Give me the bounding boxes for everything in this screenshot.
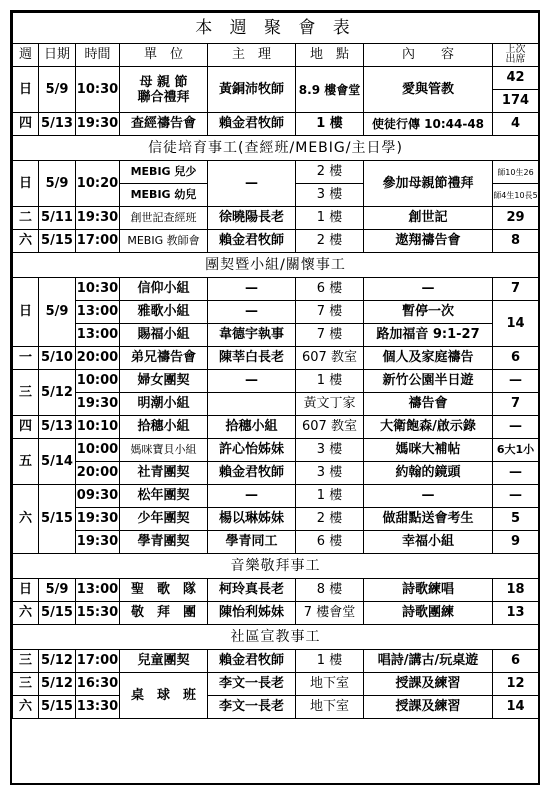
content-cell: 大衛飽森/啟示錄 (364, 416, 493, 439)
attendance-cell: 8 (493, 230, 539, 253)
host-cell: 學青同工 (208, 531, 296, 554)
date-cell: 5/15 (39, 696, 76, 719)
table-row (13, 207, 539, 230)
day-cell: 六 (13, 696, 39, 719)
table-row (13, 579, 539, 602)
host-cell: 李文一長老 (208, 673, 296, 696)
attendance-cell: 42 (493, 67, 539, 90)
table-row (13, 531, 539, 554)
day-cell: 六 (13, 602, 39, 625)
day-cell: 六 (13, 485, 39, 554)
host-cell: — (208, 485, 296, 508)
host-cell: 黃銅沛牧師 (208, 67, 296, 113)
content-cell: 授課及練習 (364, 673, 493, 696)
day-cell: 五 (13, 439, 39, 485)
place-cell: 2 樓 (296, 161, 364, 184)
host-cell: 賴金君牧師 (208, 650, 296, 673)
unit-cell: 聖 歌 隊 (120, 579, 208, 602)
table-row (13, 508, 539, 531)
host-cell: 柯玲真長老 (208, 579, 296, 602)
attendance-cell: — (493, 370, 539, 393)
table-row (13, 696, 539, 719)
time-cell: 13:00 (76, 579, 120, 602)
meeting-schedule (10, 10, 540, 785)
time-cell: 10:30 (76, 67, 120, 113)
host-cell: 陳莘白長老 (208, 347, 296, 370)
time-cell: 13:00 (76, 324, 120, 347)
attendance-cell: 14 (493, 301, 539, 347)
unit-cell: 信仰小組 (120, 278, 208, 301)
unit-cell: MEBIG 兒少 (120, 161, 208, 184)
table-row (13, 301, 539, 324)
date-cell: 5/10 (39, 347, 76, 370)
place-cell: 1 樓 (296, 485, 364, 508)
table-row (13, 113, 539, 136)
unit-cell: 雅歌小組 (120, 301, 208, 324)
unit-cell: MEBIG 幼兒 (120, 184, 208, 207)
day-cell: 日 (13, 278, 39, 347)
header-content: 內 容 (364, 44, 493, 67)
time-cell: 10:10 (76, 416, 120, 439)
table-row (13, 650, 539, 673)
place-cell: 6 樓 (296, 278, 364, 301)
content-cell: — (364, 485, 493, 508)
attendance-cell: 6 (493, 347, 539, 370)
table-row (13, 485, 539, 508)
attendance-cell: 4 (493, 113, 539, 136)
date-cell: 5/9 (39, 278, 76, 347)
place-cell: 8.9 樓會堂 (296, 67, 364, 113)
unit-cell: 桌 球 班 (120, 673, 208, 719)
table-row (13, 393, 539, 416)
content-cell: 參加母親節禮拜 (364, 161, 493, 207)
place-cell: 1 樓 (296, 370, 364, 393)
date-cell: 5/9 (39, 161, 76, 207)
content-cell: 個人及家庭禱告 (364, 347, 493, 370)
host-cell: 賴金君牧師 (208, 113, 296, 136)
content-cell: 授課及練習 (364, 696, 493, 719)
host-cell: — (208, 278, 296, 301)
content-cell: 遨翔禱告會 (364, 230, 493, 253)
table-row (13, 673, 539, 696)
attendance-cell: 5 (493, 508, 539, 531)
host-cell: — (208, 370, 296, 393)
time-cell: 19:30 (76, 531, 120, 554)
unit-cell: 媽咪寶貝小組 (120, 439, 208, 462)
time-cell: 19:30 (76, 207, 120, 230)
header-unit: 單 位 (120, 44, 208, 67)
place-cell: 1 樓 (296, 650, 364, 673)
table-row (13, 67, 539, 90)
content-cell: 新竹公園半日遊 (364, 370, 493, 393)
header-host: 主 理 (208, 44, 296, 67)
unit-cell: 松年團契 (120, 485, 208, 508)
time-cell: 13:00 (76, 301, 120, 324)
place-cell: 2 樓 (296, 230, 364, 253)
date-cell: 5/12 (39, 370, 76, 416)
date-cell: 5/9 (39, 579, 76, 602)
date-cell: 5/9 (39, 67, 76, 113)
host-cell: 韋德宇執事 (208, 324, 296, 347)
day-cell: 三 (13, 673, 39, 696)
day-cell: 六 (13, 230, 39, 253)
place-cell: 地下室 (296, 673, 364, 696)
table-row (13, 439, 539, 462)
day-cell: 二 (13, 207, 39, 230)
content-cell: 使徒行傳 10:44-48 (364, 113, 493, 136)
table-row (13, 230, 539, 253)
place-cell: 地下室 (296, 696, 364, 719)
content-cell: 詩歌練唱 (364, 579, 493, 602)
day-cell: 四 (13, 113, 39, 136)
attendance-cell: 18 (493, 579, 539, 602)
date-cell: 5/14 (39, 439, 76, 485)
header-time: 時間 (76, 44, 120, 67)
content-cell: — (364, 278, 493, 301)
unit-cell: 少年團契 (120, 508, 208, 531)
date-cell: 5/15 (39, 485, 76, 554)
day-cell: 日 (13, 67, 39, 113)
time-cell: 10:00 (76, 439, 120, 462)
place-cell: 黃文丁家 (296, 393, 364, 416)
table-row (13, 278, 539, 301)
unit-cell: 查經禱告會 (120, 113, 208, 136)
time-cell: 20:00 (76, 347, 120, 370)
table-row (13, 462, 539, 485)
unit-cell: 創世記查經班 (120, 207, 208, 230)
place-cell: 8 樓 (296, 579, 364, 602)
time-cell: 19:30 (76, 393, 120, 416)
header-day: 週 (13, 44, 39, 67)
header-last-attendance: 上次 出席 (493, 44, 539, 67)
attendance-cell: 174 (493, 90, 539, 113)
day-cell: 四 (13, 416, 39, 439)
table-row (13, 602, 539, 625)
attendance-cell: — (493, 485, 539, 508)
place-cell: 3 樓 (296, 184, 364, 207)
attendance-cell: 6大1小 (493, 439, 539, 462)
header-date: 日期 (39, 44, 76, 67)
host-cell: 拾穗小組 (208, 416, 296, 439)
section-title: 團契暨小組/關懷事工 (13, 253, 539, 278)
section-title: 音樂敬拜事工 (13, 554, 539, 579)
host-cell: 賴金君牧師 (208, 462, 296, 485)
place-cell: 1 樓 (296, 113, 364, 136)
content-cell: 幸福小組 (364, 531, 493, 554)
date-cell: 5/12 (39, 650, 76, 673)
table-row (13, 161, 539, 184)
day-cell: 三 (13, 650, 39, 673)
date-cell: 5/15 (39, 230, 76, 253)
content-cell: 約翰的鏡頭 (364, 462, 493, 485)
date-cell: 5/15 (39, 602, 76, 625)
host-cell: 陳怡利姊妹 (208, 602, 296, 625)
unit-cell: 學青團契 (120, 531, 208, 554)
place-cell: 607 教室 (296, 416, 364, 439)
place-cell: 2 樓 (296, 508, 364, 531)
schedule-table (12, 12, 539, 719)
host-cell: — (208, 161, 296, 207)
attendance-cell: 29 (493, 207, 539, 230)
unit-cell: 拾穗小組 (120, 416, 208, 439)
place-cell: 3 樓 (296, 462, 364, 485)
section-title: 社區宣教事工 (13, 625, 539, 650)
content-cell: 暫停一次 (364, 301, 493, 324)
table-row (13, 324, 539, 347)
time-cell: 10:00 (76, 370, 120, 393)
date-cell: 5/13 (39, 113, 76, 136)
time-cell: 16:30 (76, 673, 120, 696)
content-cell: 愛與管教 (364, 67, 493, 113)
unit-cell: 婦女團契 (120, 370, 208, 393)
table-row (13, 347, 539, 370)
attendance-cell: — (493, 462, 539, 485)
unit-cell: 母 親 節 聯合禮拜 (120, 67, 208, 113)
time-cell: 19:30 (76, 508, 120, 531)
time-cell: 17:00 (76, 650, 120, 673)
time-cell: 10:20 (76, 161, 120, 207)
unit-cell: MEBIG 教師會 (120, 230, 208, 253)
attendance-cell: 師4生10長5 (493, 184, 539, 207)
section-title: 信徒培育事工(查經班/MEBIG/主日學) (13, 136, 539, 161)
attendance-cell: 14 (493, 696, 539, 719)
date-cell: 5/13 (39, 416, 76, 439)
place-cell: 3 樓 (296, 439, 364, 462)
unit-cell: 賜福小組 (120, 324, 208, 347)
unit-cell: 敬 拜 團 (120, 602, 208, 625)
attendance-cell: 12 (493, 673, 539, 696)
place-cell: 7 樓 (296, 301, 364, 324)
attendance-cell: — (493, 416, 539, 439)
time-cell: 20:00 (76, 462, 120, 485)
host-cell: 李文一長老 (208, 696, 296, 719)
page-title: 本 週 聚 會 表 (13, 13, 539, 44)
attendance-cell: 7 (493, 393, 539, 416)
place-cell: 607 教室 (296, 347, 364, 370)
place-cell: 6 樓 (296, 531, 364, 554)
unit-cell: 弟兄禱告會 (120, 347, 208, 370)
content-cell: 唱詩/講古/玩桌遊 (364, 650, 493, 673)
unit-cell: 兒童團契 (120, 650, 208, 673)
content-cell: 做甜點送會考生 (364, 508, 493, 531)
host-cell: 賴金君牧師 (208, 230, 296, 253)
content-cell: 路加福音 9:1-27 (364, 324, 493, 347)
time-cell: 15:30 (76, 602, 120, 625)
date-cell: 5/11 (39, 207, 76, 230)
host-cell: 許心怡姊妹 (208, 439, 296, 462)
header-place: 地 點 (296, 44, 364, 67)
place-cell: 1 樓 (296, 207, 364, 230)
host-cell (208, 393, 296, 416)
unit-cell: 明潮小組 (120, 393, 208, 416)
content-cell: 媽咪大補帖 (364, 439, 493, 462)
day-cell: 一 (13, 347, 39, 370)
host-cell: 楊以琳姊妹 (208, 508, 296, 531)
day-cell: 三 (13, 370, 39, 416)
time-cell: 09:30 (76, 485, 120, 508)
host-cell: 徐曉陽長老 (208, 207, 296, 230)
day-cell: 日 (13, 161, 39, 207)
attendance-cell: 13 (493, 602, 539, 625)
table-row (13, 370, 539, 393)
table-row (13, 416, 539, 439)
time-cell: 13:30 (76, 696, 120, 719)
attendance-cell: 6 (493, 650, 539, 673)
date-cell: 5/12 (39, 673, 76, 696)
time-cell: 19:30 (76, 113, 120, 136)
content-cell: 禱告會 (364, 393, 493, 416)
attendance-cell: 師10生26 (493, 161, 539, 184)
unit-cell: 社青團契 (120, 462, 208, 485)
content-cell: 創世記 (364, 207, 493, 230)
place-cell: 7 樓會堂 (296, 602, 364, 625)
time-cell: 10:30 (76, 278, 120, 301)
day-cell: 日 (13, 579, 39, 602)
header-row (13, 44, 539, 67)
time-cell: 17:00 (76, 230, 120, 253)
attendance-cell: 7 (493, 278, 539, 301)
attendance-cell: 9 (493, 531, 539, 554)
host-cell: — (208, 301, 296, 324)
content-cell: 詩歌團練 (364, 602, 493, 625)
place-cell: 7 樓 (296, 324, 364, 347)
